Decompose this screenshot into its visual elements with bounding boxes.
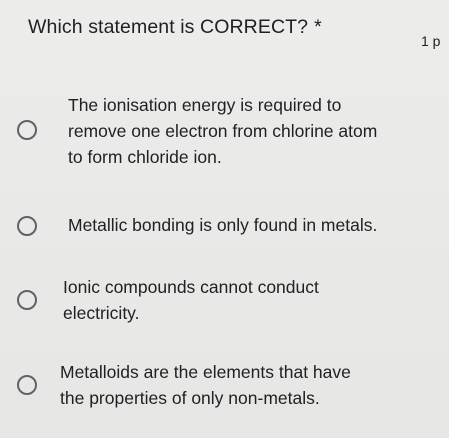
- option-label: [68, 212, 377, 238]
- radio-button[interactable]: [17, 290, 37, 310]
- question-title: [28, 16, 322, 39]
- option-label-line: to form chloride ion.: [68, 147, 222, 167]
- radio-button[interactable]: [17, 375, 37, 395]
- option-label-line: electricity.: [63, 303, 140, 323]
- answer-option-4[interactable]: [0, 355, 449, 419]
- answer-option-2[interactable]: [0, 210, 449, 246]
- question-text: Which statement is CORRECT?: [28, 16, 309, 38]
- option-label-line: Metalloids are the elements that have: [60, 362, 351, 382]
- radio-button[interactable]: [17, 216, 37, 236]
- option-label-line: remove one electron from chlorine atom: [68, 121, 378, 141]
- answer-option-3[interactable]: [0, 270, 449, 334]
- option-label-line: Ionic compounds cannot conduct: [63, 277, 319, 297]
- option-label: [60, 359, 351, 411]
- answer-option-1[interactable]: [0, 84, 449, 184]
- required-asterisk: *: [314, 16, 322, 38]
- option-label-line: the properties of only non-metals.: [60, 388, 320, 408]
- radio-button[interactable]: [17, 120, 37, 140]
- option-label: [63, 274, 319, 326]
- option-label-line: The ionisation energy is required to: [68, 95, 342, 115]
- option-label-line: Metallic bonding is only found in metals.: [68, 215, 378, 235]
- option-label: [68, 92, 377, 170]
- points-label: 1 p: [421, 33, 441, 49]
